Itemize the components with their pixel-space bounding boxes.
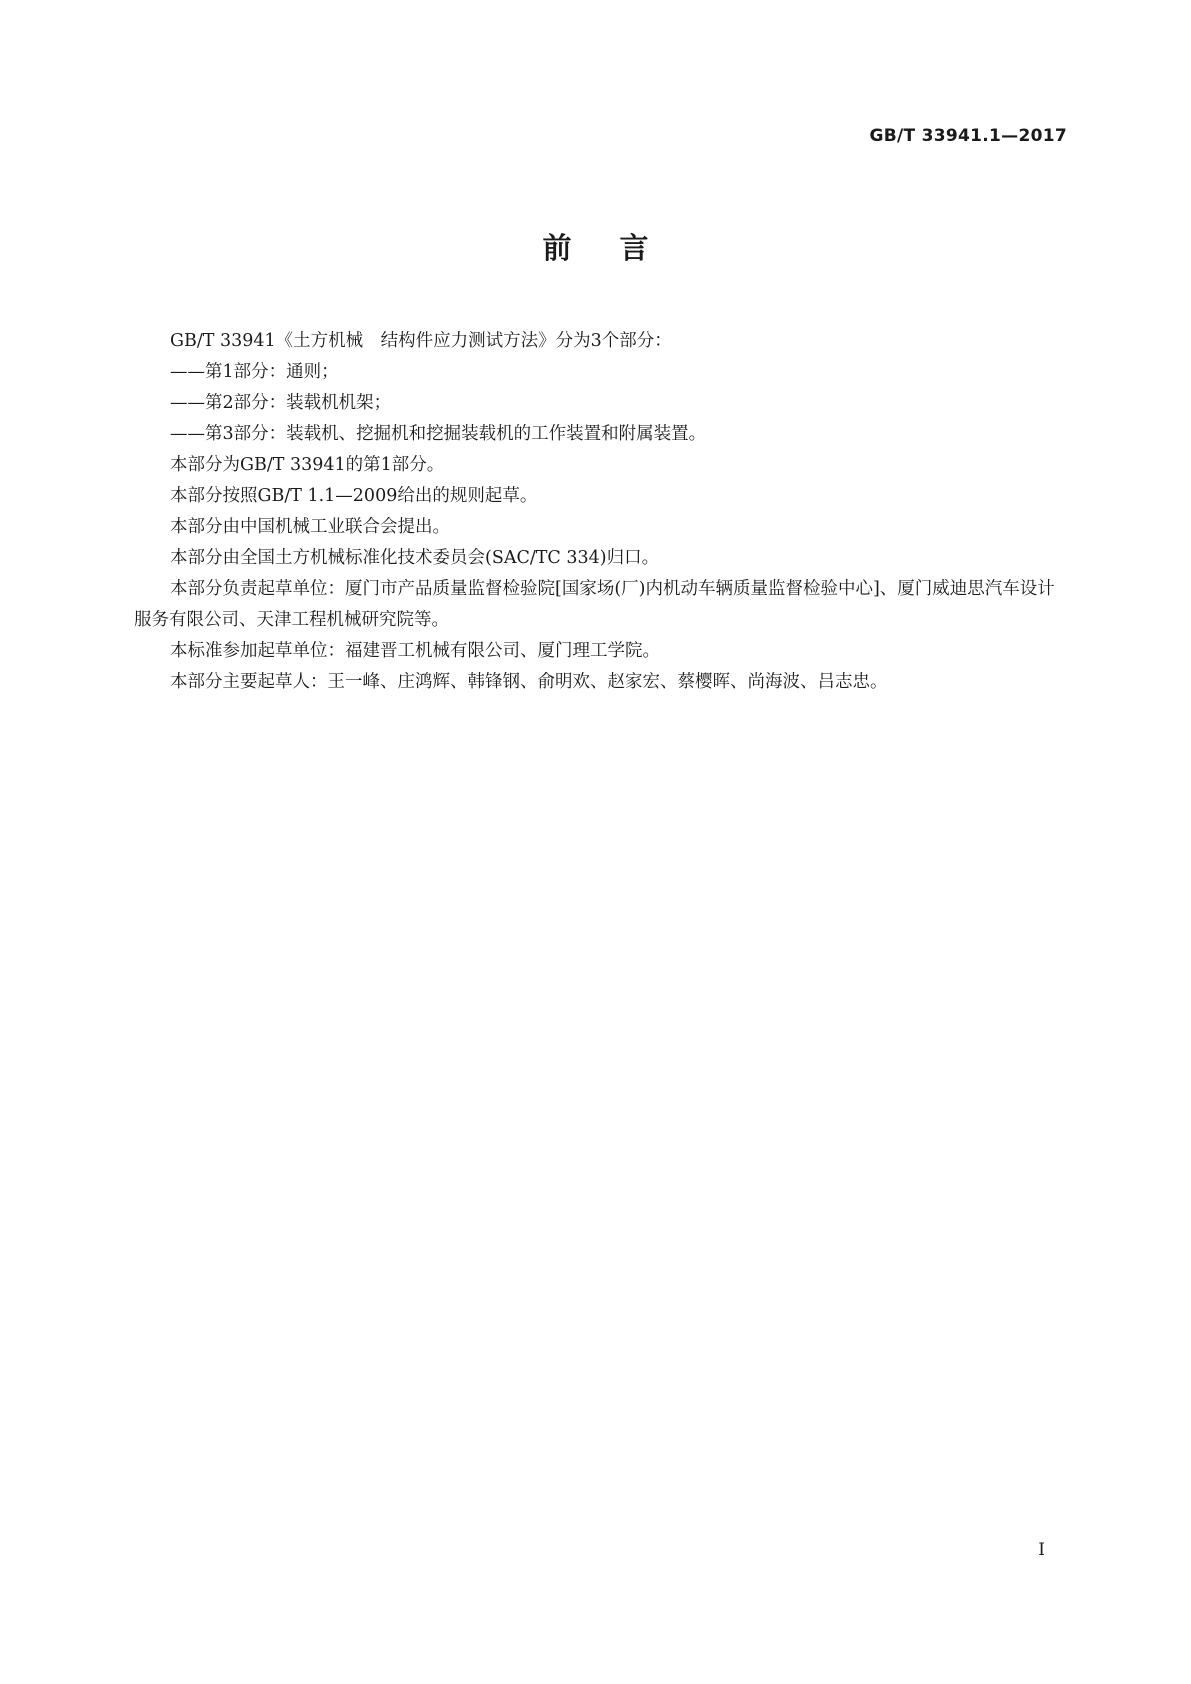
standard-number: GB/T 33941.1—2017	[869, 126, 1067, 146]
paragraph-part-1: ——第1部分：通则；	[170, 362, 339, 382]
paragraph-participating-units: 本标准参加起草单位：福建晋工机械有限公司、厦门理工学院。	[170, 641, 660, 661]
paragraph-proposed-by: 本部分由中国机械工业联合会提出。	[170, 517, 450, 537]
paragraph-drafters: 本部分主要起草人：王一峰、庄鸿辉、韩锋钢、俞明欢、赵家宏、蔡樱晖、尚海波、吕志忠。	[170, 672, 888, 692]
foreword-body	[134, 326, 1062, 698]
paragraph-drafting-rules: 本部分按照GB/T 1.1—2009给出的规则起草。	[170, 486, 538, 506]
paragraph-part-3: ——第3部分：装载机、挖掘机和挖掘装载机的工作装置和附属装置。	[170, 424, 707, 444]
paragraph-administered-by: 本部分由全国土方机械标准化技术委员会(SAC/TC 334)归口。	[170, 548, 660, 568]
page-title: 前言	[542, 231, 697, 265]
page-number: I	[1038, 1540, 1045, 1560]
paragraph-parts-intro: GB/T 33941《土方机械 结构件应力测试方法》分为3个部分：	[170, 331, 672, 351]
paragraph-part-2: ——第2部分：装载机机架；	[170, 393, 392, 413]
paragraph-drafting-units: 本部分负责起草单位：厦门市产品质量监督检验院[国家场(厂)内机动车辆质量监督检验中心]、厦门威迪思汽车设计服务有限公司、天津工程机械研究院等。	[134, 579, 1055, 630]
paragraph-this-part: 本部分为GB/T 33941的第1部分。	[170, 455, 445, 475]
